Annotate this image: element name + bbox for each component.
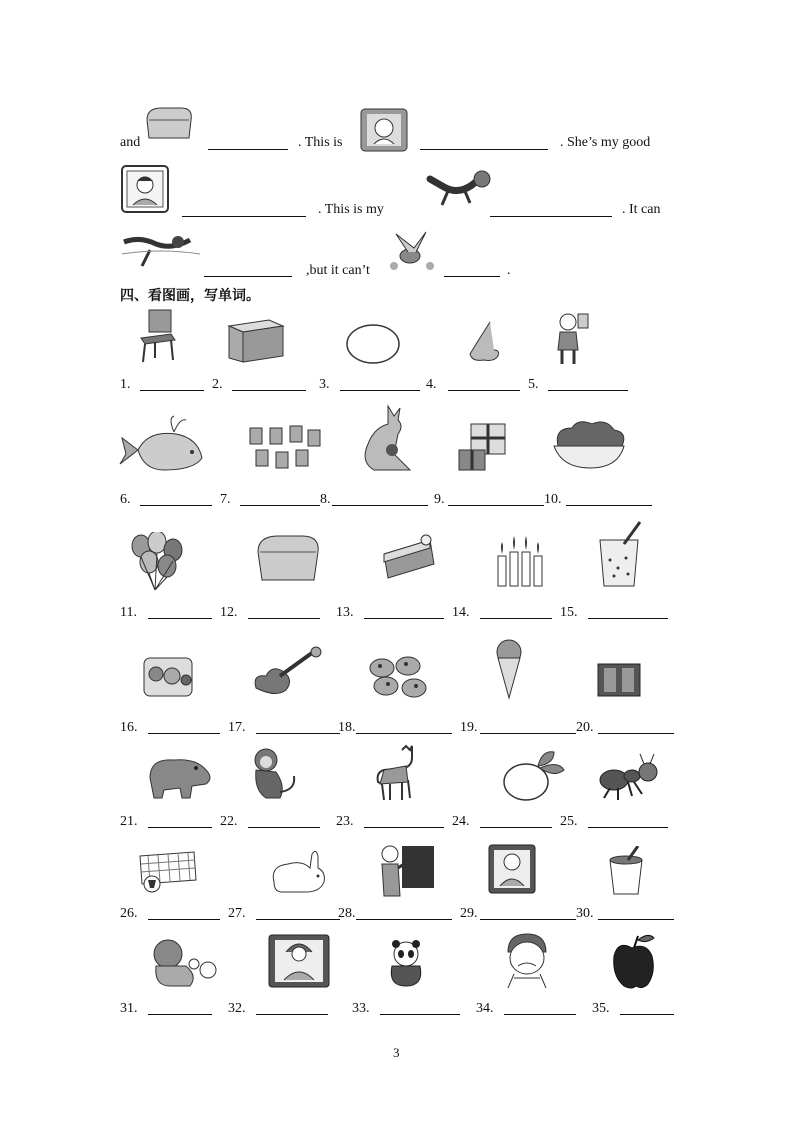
item-number: 10.: [544, 492, 562, 507]
bread-icon: [254, 532, 322, 584]
answer-blank[interactable]: [204, 276, 292, 277]
ant-icon: [594, 752, 666, 802]
answer-blank[interactable]: [148, 919, 220, 920]
item-number: 11.: [120, 605, 137, 620]
item-number: 20.: [576, 720, 594, 735]
item-number: 19.: [460, 720, 478, 735]
answer-blank[interactable]: [598, 919, 674, 920]
answer-blank[interactable]: [598, 733, 674, 734]
answer-blank[interactable]: [480, 827, 552, 828]
item-number: 6.: [120, 492, 131, 507]
dog-icon: [424, 165, 492, 213]
box-icon: [225, 316, 287, 364]
text-this-is: . This is: [298, 135, 343, 150]
answer-blank[interactable]: [548, 390, 628, 391]
baby-icon: [146, 936, 220, 990]
violin-icon: [250, 644, 324, 698]
monkey-icon: [246, 746, 300, 804]
crying-boy-icon: [500, 932, 554, 990]
text-this-is-my: . This is my: [318, 202, 384, 217]
answer-blank[interactable]: [148, 618, 212, 619]
cups-icon: [246, 422, 324, 474]
item-number: 5.: [528, 377, 539, 392]
answer-blank[interactable]: [364, 827, 444, 828]
item-number: 35.: [592, 1001, 610, 1016]
item-number: 18.: [338, 720, 356, 735]
item-number: 1.: [120, 377, 131, 392]
answer-blank[interactable]: [256, 919, 340, 920]
item-number: 3.: [319, 377, 330, 392]
answer-blank[interactable]: [256, 733, 340, 734]
item-number: 31.: [120, 1001, 138, 1016]
text-but-it-cant: ,but it can’t: [306, 263, 370, 278]
apple-icon: [610, 932, 658, 990]
bird-icon: [386, 230, 438, 274]
hippo-icon: [144, 752, 214, 802]
page-number: 3: [393, 1045, 400, 1060]
item-number: 27.: [228, 906, 246, 921]
ice-cream-icon: [494, 638, 524, 700]
item-number: 30.: [576, 906, 594, 921]
nose-icon: [464, 320, 508, 366]
word-and: and: [120, 135, 141, 150]
balloons-icon: [127, 532, 185, 592]
whale-icon: [118, 414, 210, 476]
answer-blank[interactable]: [420, 149, 548, 150]
answer-blank[interactable]: [566, 505, 652, 506]
lemon-icon: [498, 746, 568, 804]
answer-blank[interactable]: [480, 618, 552, 619]
answer-blank[interactable]: [248, 827, 320, 828]
item-number: 26.: [120, 906, 138, 921]
item-number: 8.: [320, 492, 331, 507]
item-number: 21.: [120, 814, 138, 829]
item-number: 23.: [336, 814, 354, 829]
item-number: 32.: [228, 1001, 246, 1016]
item-number: 14.: [452, 605, 470, 620]
chocolate-icon: [596, 662, 642, 698]
answer-blank[interactable]: [444, 276, 500, 277]
goat-icon: [372, 744, 420, 802]
item-number: 34.: [476, 1001, 494, 1016]
panda-icon: [384, 938, 428, 988]
section-heading: 四、看图画，写单词。: [120, 288, 260, 304]
answer-blank[interactable]: [148, 1014, 212, 1015]
answer-blank[interactable]: [480, 733, 576, 734]
item-number: 28.: [338, 906, 356, 921]
item-number: 9.: [434, 492, 445, 507]
item-number: 2.: [212, 377, 223, 392]
cookies-icon: [366, 654, 430, 700]
answer-blank[interactable]: [480, 919, 576, 920]
item-number: 15.: [560, 605, 578, 620]
item-number: 7.: [220, 492, 231, 507]
answer-blank[interactable]: [232, 390, 306, 391]
item-number: 24.: [452, 814, 470, 829]
answer-blank[interactable]: [504, 1014, 576, 1015]
answer-blank[interactable]: [208, 149, 288, 150]
text-it-can: . It can: [622, 202, 661, 217]
answer-blank[interactable]: [332, 505, 428, 506]
salad-icon: [550, 418, 628, 474]
item-number: 33.: [352, 1001, 370, 1016]
answer-blank[interactable]: [448, 390, 520, 391]
soccer-goal-icon: [136, 848, 200, 894]
item-number: 25.: [560, 814, 578, 829]
answer-blank[interactable]: [248, 618, 320, 619]
animals-group-icon: [140, 654, 196, 700]
kangaroo-icon: [354, 404, 414, 474]
answer-blank[interactable]: [182, 216, 306, 217]
answer-blank[interactable]: [380, 1014, 460, 1015]
text-shes-my-good: . She’s my good: [560, 135, 651, 150]
answer-blank[interactable]: [240, 505, 320, 506]
answer-blank[interactable]: [448, 505, 544, 506]
bread-icon: [143, 104, 195, 142]
answer-blank[interactable]: [140, 505, 212, 506]
swimming-icon: [120, 224, 202, 272]
boy-drinking-icon: [548, 310, 598, 366]
rabbit-icon: [266, 846, 330, 896]
answer-blank[interactable]: [620, 1014, 674, 1015]
answer-blank[interactable]: [490, 216, 612, 217]
juice-glass-icon: [594, 520, 646, 590]
answer-blank[interactable]: [356, 919, 452, 920]
item-number: 16.: [120, 720, 138, 735]
item-number: 13.: [336, 605, 354, 620]
man-portrait-icon: [488, 844, 536, 894]
gift-icon: [455, 418, 511, 474]
answer-blank[interactable]: [140, 390, 204, 391]
text-period: .: [507, 263, 511, 278]
woman-portrait-icon: [268, 934, 330, 988]
girl-portrait-icon: [360, 108, 408, 152]
answer-blank[interactable]: [148, 733, 220, 734]
item-number: 17.: [228, 720, 246, 735]
answer-blank[interactable]: [356, 733, 452, 734]
answer-blank[interactable]: [588, 827, 668, 828]
candles-icon: [492, 530, 546, 590]
answer-blank[interactable]: [364, 618, 444, 619]
yogurt-icon: [606, 846, 646, 896]
boy-portrait-icon: [121, 165, 169, 213]
item-number: 22.: [220, 814, 238, 829]
answer-blank[interactable]: [340, 390, 420, 391]
item-number: 29.: [460, 906, 478, 921]
item-number: 12.: [220, 605, 238, 620]
egg-icon: [344, 322, 402, 366]
answer-blank[interactable]: [148, 827, 212, 828]
chair-icon: [135, 308, 179, 364]
teacher-blackboard-icon: [378, 842, 436, 898]
cake-icon: [380, 534, 438, 584]
answer-blank[interactable]: [256, 1014, 328, 1015]
answer-blank[interactable]: [588, 618, 668, 619]
item-number: 4.: [426, 377, 437, 392]
